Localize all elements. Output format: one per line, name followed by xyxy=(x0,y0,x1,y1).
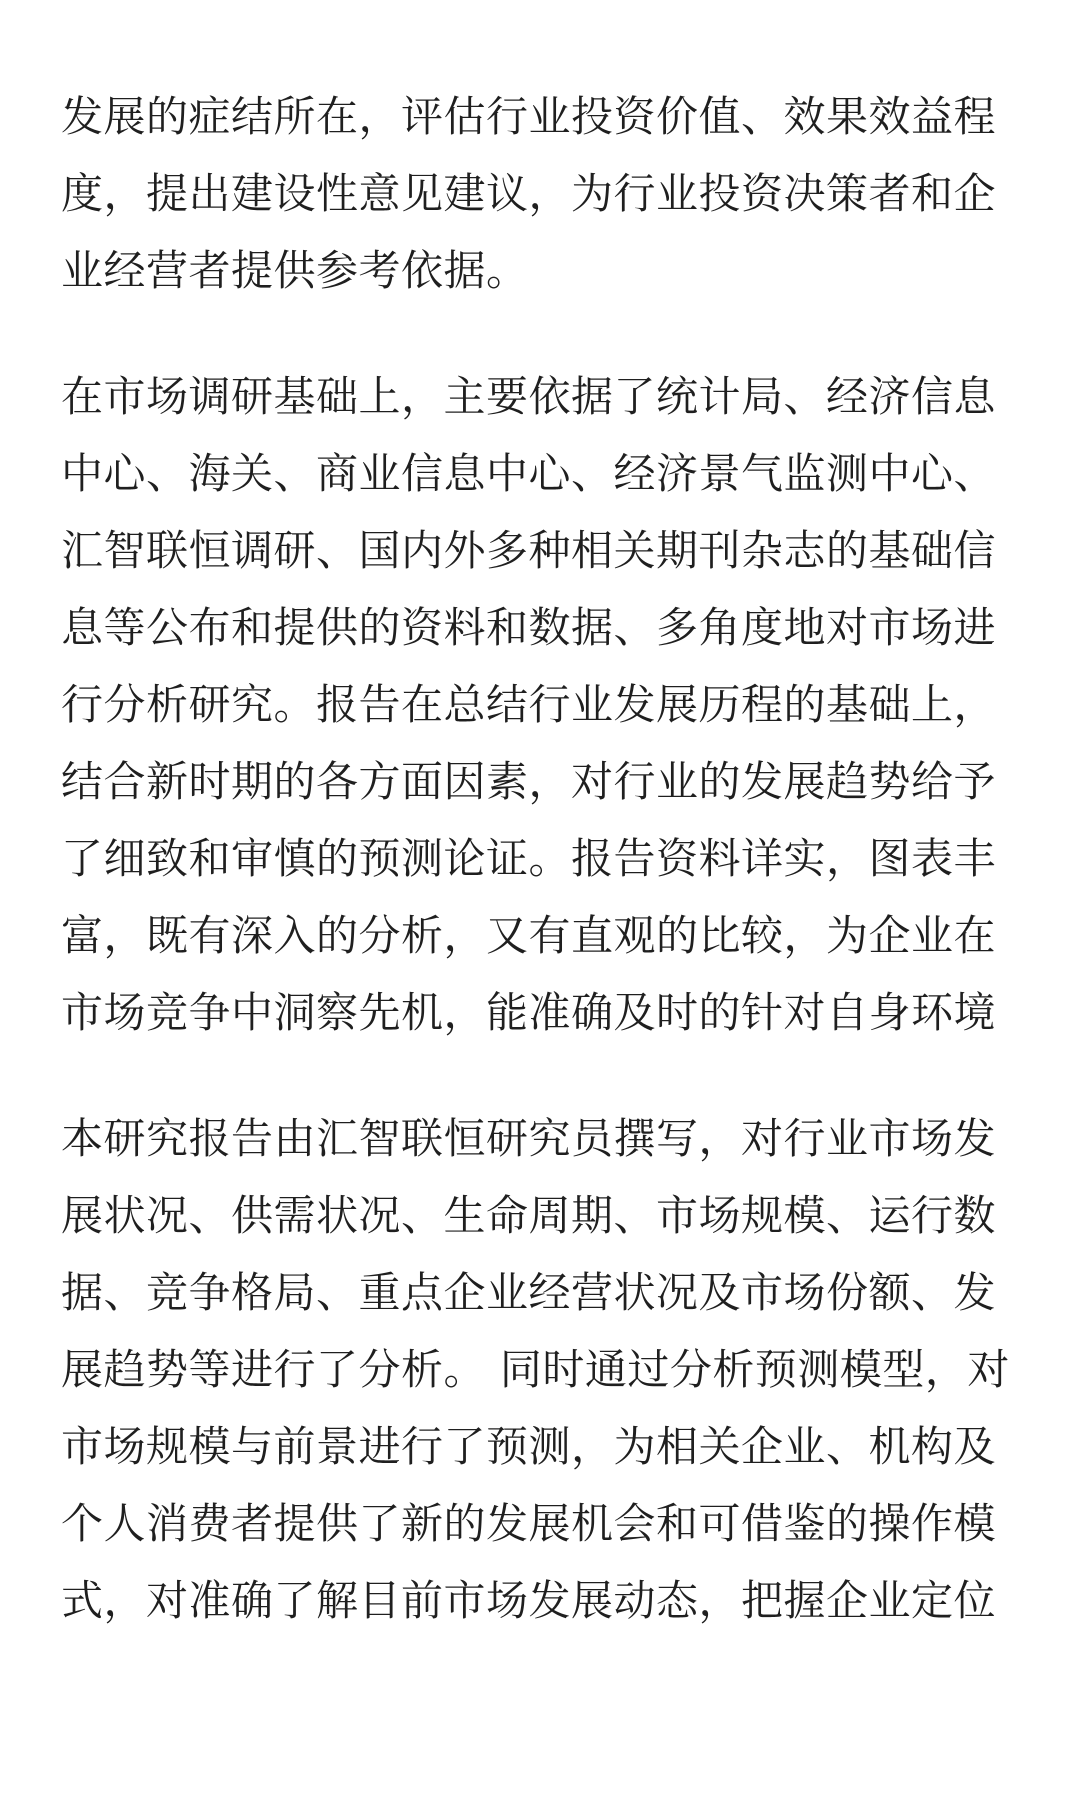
paragraph-3 xyxy=(61,1100,1021,1639)
text-line: 展趋势等进行了分析。 同时通过分析预测模型，对 xyxy=(61,1345,1010,1394)
text-line: 本研究报告由汇智联恒研究员撰写，对行业市场发 xyxy=(61,1114,997,1163)
text-line: 结合新时期的各方面因素，对行业的发展趋势给予 xyxy=(61,757,997,806)
text-line: 个人消费者提供了新的发展机会和可借鉴的操作模 xyxy=(61,1499,997,1548)
text-line: 息等公布和提供的资料和数据、多角度地对市场进 xyxy=(61,603,997,652)
text-line: 在市场调研基础上，主要依据了统计局、经济信息 xyxy=(61,372,997,421)
text-line: 富，既有深入的分析，又有直观的比较，为企业在 xyxy=(61,911,997,960)
text-line: 市场竞争中洞察先机，能准确及时的针对自身环境 xyxy=(61,988,997,1037)
text-line: 业经营者提供参考依据。 xyxy=(61,246,529,295)
text-line: 展状况、供需状况、生命周期、市场规模、运行数 xyxy=(61,1191,997,1240)
text-line: 汇智联恒调研、国内外多种相关期刊杂志的基础信 xyxy=(61,526,997,575)
text-line: 度，提出建设性意见建议，为行业投资决策者和企 xyxy=(61,169,997,218)
text-line: 市场规模与前景进行了预测，为相关企业、机构及 xyxy=(61,1422,997,1471)
paragraph-2 xyxy=(61,358,1021,1051)
text-line: 中心、海关、商业信息中心、经济景气监测中心、 xyxy=(61,449,997,498)
text-line: 了细致和审慎的预测论证。报告资料详实，图表丰 xyxy=(61,834,997,883)
paragraph-1 xyxy=(61,78,1021,309)
article-body xyxy=(61,78,1021,1688)
text-line: 式，对准确了解目前市场发展动态，把握企业定位 xyxy=(61,1576,997,1625)
text-line: 行分析研究。报告在总结行业发展历程的基础上， xyxy=(61,680,997,729)
text-line: 发展的症结所在，评估行业投资价值、效果效益程 xyxy=(61,92,997,141)
text-line: 据、竞争格局、重点企业经营状况及市场份额、发 xyxy=(61,1268,997,1317)
